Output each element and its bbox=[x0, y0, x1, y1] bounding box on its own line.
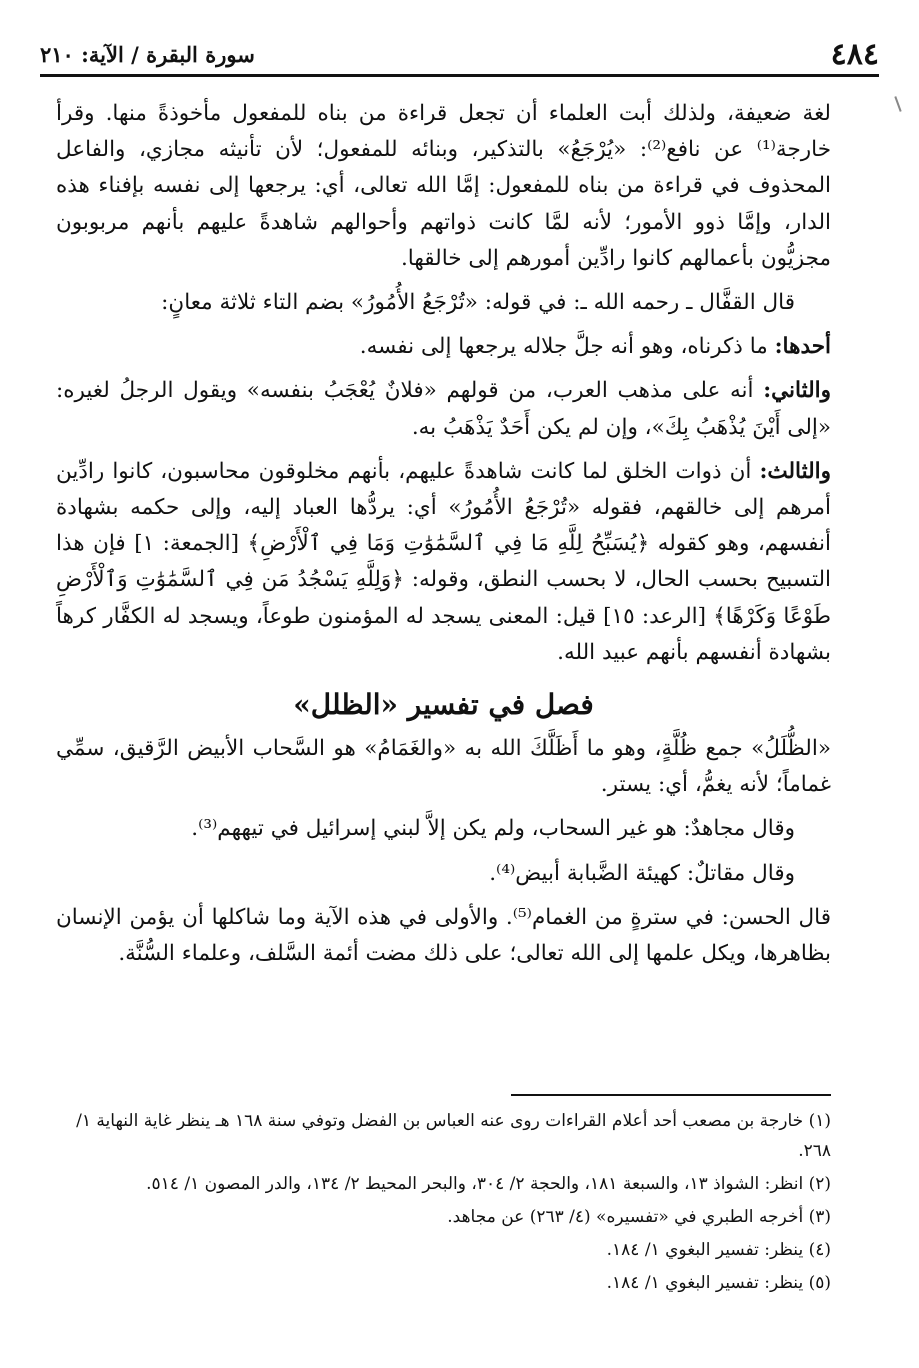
paragraph-text: أن ذوات الخلق لما كانت شاهدةً عليهم، بأنهم مخلوقون محاسبون، كانوا رادِّين أمرهم إلى خالقهم، فقوله «تُرْجَعُ الأُمُورُ» أي: يردُّها العباد إليه، وإلى حكمه بشهادة أنفسهم، وهو كقوله ﴿يُسَبِّحُ لِلَّهِ مَا فِي ٱلسَّمَٰوَٰتِ وَمَا فِي ٱلْأَرْضِ﴾ [الجمعة: ١] فإن هذا التسبيح بحسب الحال، لا بحسب النطق، وقوله: ﴿وَلِلَّهِ يَسْجُدُ مَن فِي ٱلسَّمَٰوَٰتِ وَٱلْأَرْضِ طَوْعًا وَكَرْهًا﴾ [الرعد: ١٥] قيل: المعنى يسجد له المؤمنون طوعاً، ويسجد له الكفَّار كرهاً بشهادة أنفسهم بأنهم عبيد الله. bbox=[56, 458, 831, 665]
paragraph-label: أحدها: bbox=[774, 334, 831, 360]
paragraph-text: أنه على مذهب العرب، من قولهم «فلانٌ يُعْجَبُ بنفسه» ويقول الرجلُ لغيره: «إلى أَيْنَ يُذْهَبُ بِكَ»، وإن لم يكن أَحَدٌ يَذْهَبُ به. bbox=[56, 378, 831, 440]
footnote: (٢) انظر: الشواذ ١٣، والسبعة ١٨١، والحجة ٢/ ٣٠٤، والبحر المحيط ٢/ ١٣٤، والدر المصون ١/ ٥١٤. bbox=[146, 1174, 831, 1194]
paragraph bbox=[56, 329, 831, 365]
page-number: ٤٨٤ bbox=[830, 36, 879, 72]
page-header bbox=[40, 32, 879, 76]
paragraph: وقال مقاتلٌ: كهيئة الضَّبابة أبيض⁽⁴⁾. bbox=[489, 860, 795, 886]
paragraph: «الظُّلَلُ» جمع ظُلَّةٍ، وهو ما أَظَلَّكَ الله به «والغَمَامُ» هو السَّحاب الأبيض الرَّقيق، سمِّي غماماً؛ لأنه يغمُّ، أي: يستر. bbox=[56, 736, 831, 798]
paragraph-label: والثالث: bbox=[759, 458, 831, 484]
paragraph: قال القفَّال ـ رحمه الله ـ: في قوله: «تُرْجَعُ الأُمُورُ» بضم التاء ثلاثة معانٍ: bbox=[161, 290, 795, 316]
paragraph: لغة ضعيفة، ولذلك أبت العلماء أن تجعل قراءة من بناه للمفعول مأخوذةً منها. وقرأ خارجة⁽¹⁾ عن نافع⁽²⁾: «يُرْجَعُ» بالتذكير، وبنائه للمفعول؛ لأن تأنيثه مجازي، والفاعل المحذوف في قراءة من بناه للمفعول: إمَّا الله تعالى، أي: يرجعها إلى نفسه بإفناء هذه الدار، وإمَّا ذوو الأمور؛ لأنه لمَّا كانت ذواتهم وأحوالهم شاهدةً عليهم بأنهم مربوبون مجزيُّون بأعمالهم كانوا رادِّين أمورهم إلى خالقها. bbox=[56, 101, 831, 271]
paragraph-label: والثاني: bbox=[763, 378, 831, 404]
footnote: (١) خارجة بن مصعب أحد أعلام القراءات روى عنه العباس بن الفضل وتوفي سنة ١٦٨ هـ ينظر غاية النهاية ١/ ٢٦٨. bbox=[76, 1111, 831, 1161]
footnote: (٣) أخرجه الطبري في «تفسيره» (٤/ ٢٦٣) عن مجاهد. bbox=[447, 1207, 831, 1227]
paragraph-text: ما ذكرناه، وهو أنه جلَّ جلاله يرجعها إلى نفسه. bbox=[359, 334, 775, 360]
footnote-divider bbox=[511, 1094, 831, 1096]
paragraph: قال الحسن: في سترةٍ من الغمام⁽⁵⁾. والأولى في هذه الآية وما شاكلها أن يؤمن الإنسان بظاهرها، ويكل علمها إلى الله تعالى؛ على ذلك مضت أئمة السَّلف، وعلماء السُّنَّة. bbox=[56, 904, 831, 967]
footnotes bbox=[56, 1106, 831, 1301]
surah-reference: سورة البقرة / الآية: ٢١٠ bbox=[40, 41, 255, 67]
main-text bbox=[56, 96, 831, 980]
header-divider bbox=[40, 74, 879, 77]
section-title: فصل في تفسير «الظلل» bbox=[293, 688, 594, 722]
footnote: (٥) ينظر: تفسير البغوي ١/ ١٨٤. bbox=[606, 1273, 831, 1293]
margin-mark bbox=[894, 96, 901, 112]
footnote: (٤) ينظر: تفسير البغوي ١/ ١٨٤. bbox=[606, 1240, 831, 1260]
paragraph bbox=[56, 454, 831, 671]
paragraph: وقال مجاهدٌ: هو غير السحاب، ولم يكن إلاَّ لبني إسرائيل في تيههم⁽³⁾. bbox=[191, 816, 795, 842]
paragraph bbox=[56, 373, 831, 445]
